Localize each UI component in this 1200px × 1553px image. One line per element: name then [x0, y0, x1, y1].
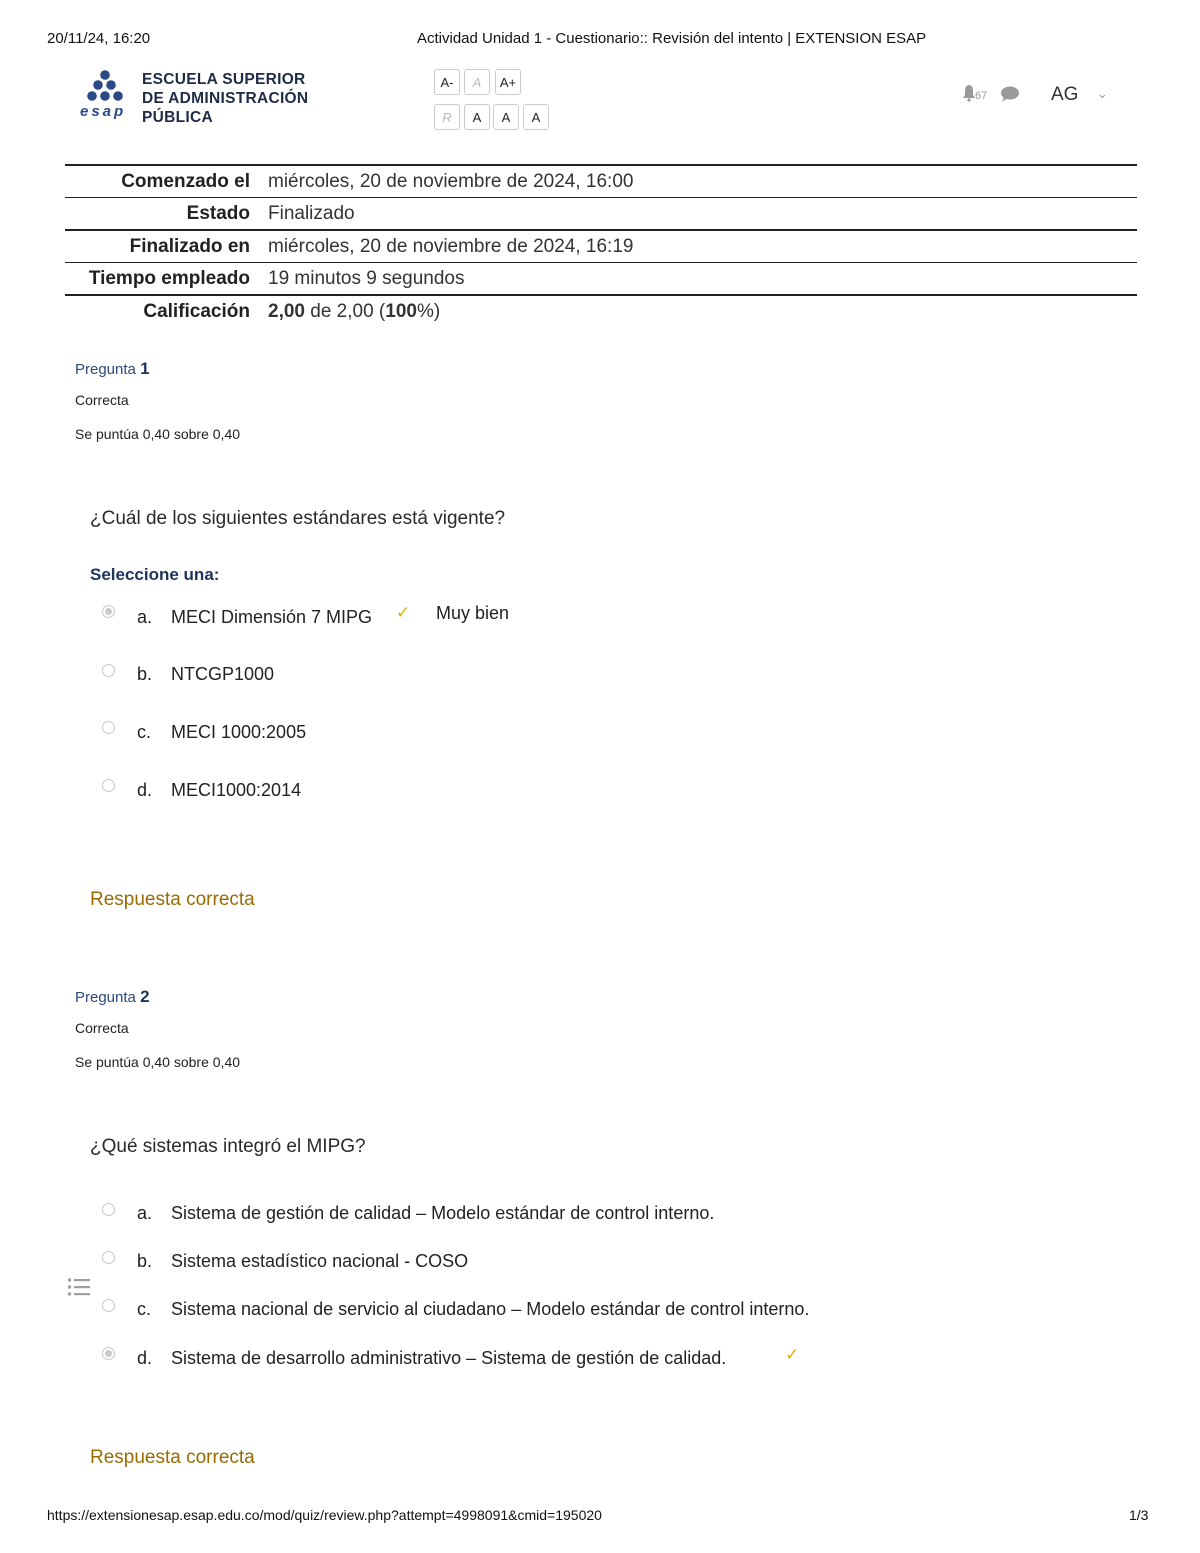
q1-option-b-letter: b. — [137, 664, 153, 684]
messages-button[interactable] — [1000, 86, 1020, 108]
q2-option-b-radio[interactable] — [102, 1251, 115, 1264]
summary-row-finished — [65, 230, 1137, 263]
q2-option-c-radio[interactable] — [102, 1299, 115, 1312]
font-increase-button[interactable]: A+ — [495, 69, 521, 95]
q2-option-d-text[interactable]: Sistema de desarrollo administrativo – Sistema de gestión de calidad. — [171, 1348, 727, 1368]
summary-row-state — [65, 198, 1137, 231]
contrast-option-2-button[interactable]: A — [493, 104, 519, 130]
q2-option-a-letter: a. — [137, 1203, 153, 1223]
summary-row-started — [65, 165, 1137, 198]
question-1-text: ¿Cuál de los siguientes estándares está vigente? — [90, 508, 506, 529]
print-footer-url: https://extensionesap.esap.edu.co/mod/quiz/review.php?attempt=4998091&cmid=195020 — [47, 1507, 602, 1523]
question-1-result: Respuesta correcta — [90, 889, 255, 910]
notifications-button[interactable] — [962, 84, 988, 107]
summary-label: Estado — [186, 202, 250, 224]
summary-value: Finalizado — [268, 202, 355, 224]
q1-option-a-radio[interactable] — [102, 605, 115, 618]
contrast-reset-button[interactable]: R — [434, 104, 460, 130]
q2-option-c-letter: c. — [137, 1299, 152, 1319]
q1-option-a-feedback: Muy bien — [436, 603, 510, 623]
print-footer-page: 1/3 — [1129, 1507, 1149, 1523]
q1-option-a-letter: a. — [137, 607, 153, 627]
question-2-score: Se puntúa 0,40 sobre 0,40 — [75, 1054, 241, 1070]
summary-value: miércoles, 20 de noviembre de 2024, 16:19 — [268, 235, 634, 257]
summary-label: Comenzado el — [121, 170, 250, 192]
logo-line-1: ESCUELA SUPERIOR — [142, 71, 306, 88]
print-datetime: 20/11/24, 16:20 — [47, 30, 151, 47]
q2-option-a-radio[interactable] — [102, 1203, 115, 1216]
font-decrease-button[interactable]: A- — [434, 69, 460, 95]
user-initials[interactable]: AG — [1051, 84, 1079, 105]
check-icon: ✓ — [396, 603, 411, 622]
question-2-status: Correcta — [75, 1020, 129, 1036]
question-label: Pregunta — [75, 989, 136, 1006]
q1-option-c-letter: c. — [137, 722, 152, 742]
chat-icon — [1000, 86, 1020, 103]
question-label: Pregunta — [75, 361, 136, 378]
q2-option-d-radio[interactable] — [102, 1347, 115, 1360]
logo-line-3: PÚBLICA — [142, 109, 213, 126]
q1-option-d-radio[interactable] — [102, 779, 115, 792]
summary-value: miércoles, 20 de noviembre de 2024, 16:00 — [268, 170, 634, 192]
q1-option-b-radio[interactable] — [102, 664, 115, 677]
q1-option-b-text[interactable]: NTCGP1000 — [171, 664, 275, 684]
q1-option-c-radio[interactable] — [102, 721, 115, 734]
bell-icon — [962, 84, 976, 102]
question-number: 1 — [140, 359, 150, 378]
font-reset-button[interactable]: A — [464, 69, 490, 95]
q1-option-a-text[interactable]: MECI Dimensión 7 MIPG — [171, 607, 373, 627]
question-2-result: Respuesta correcta — [90, 1447, 255, 1468]
question-2-title — [75, 987, 150, 1007]
summary-label: Finalizado en — [129, 235, 250, 257]
summary-value — [268, 295, 1137, 327]
q1-option-d-text[interactable]: MECI1000:2014 — [171, 780, 302, 800]
q2-option-d-letter: d. — [137, 1348, 153, 1368]
question-1-title — [75, 359, 150, 379]
print-page-title: Actividad Unidad 1 - Cuestionario:: Revisión del intento | EXTENSION ESAP — [417, 30, 927, 47]
question-1-prompt: Seleccione una: — [90, 565, 220, 584]
summary-row-time — [65, 263, 1137, 296]
q1-option-d-letter: d. — [137, 780, 153, 800]
grade-end: %) — [416, 300, 441, 322]
q1-option-c-text[interactable]: MECI 1000:2005 — [171, 722, 307, 742]
question-2-text: ¿Qué sistemas integró el MIPG? — [90, 1136, 366, 1157]
q2-option-a-text[interactable]: Sistema de gestión de calidad – Modelo estándar de control interno. — [171, 1203, 715, 1223]
grade-percent: 100 — [385, 300, 417, 322]
attempt-summary-table — [65, 164, 1137, 327]
question-number: 2 — [140, 987, 150, 1006]
question-1-score: Se puntúa 0,40 sobre 0,40 — [75, 426, 241, 442]
contrast-option-3-button[interactable]: A — [523, 104, 549, 130]
notification-count: 67 — [975, 90, 988, 102]
grade-mid: de 2,00 ( — [304, 300, 386, 322]
grade-score: 2,00 — [268, 300, 305, 322]
esap-logo[interactable] — [78, 68, 323, 124]
q2-option-c-text[interactable]: Sistema nacional de servicio al ciudadano – Modelo estándar de control interno. — [171, 1299, 810, 1319]
summary-value: 19 minutos 9 segundos — [268, 267, 465, 289]
summary-label: Tiempo empleado — [88, 267, 250, 289]
chevron-down-icon[interactable]: ⌄ — [1097, 86, 1108, 101]
contrast-option-1-button[interactable]: A — [464, 104, 490, 130]
summary-row-grade — [65, 295, 1137, 327]
check-icon: ✓ — [785, 1345, 800, 1364]
list-icon[interactable] — [67, 1277, 91, 1302]
q2-option-b-letter: b. — [137, 1251, 153, 1271]
logo-mark-text: esap — [80, 103, 127, 120]
logo-line-2: DE ADMINISTRACIÓN — [142, 90, 309, 107]
q2-option-b-text[interactable]: Sistema estadístico nacional - COSO — [171, 1251, 469, 1271]
summary-label: Calificación — [143, 300, 250, 322]
question-1-status: Correcta — [75, 392, 129, 408]
